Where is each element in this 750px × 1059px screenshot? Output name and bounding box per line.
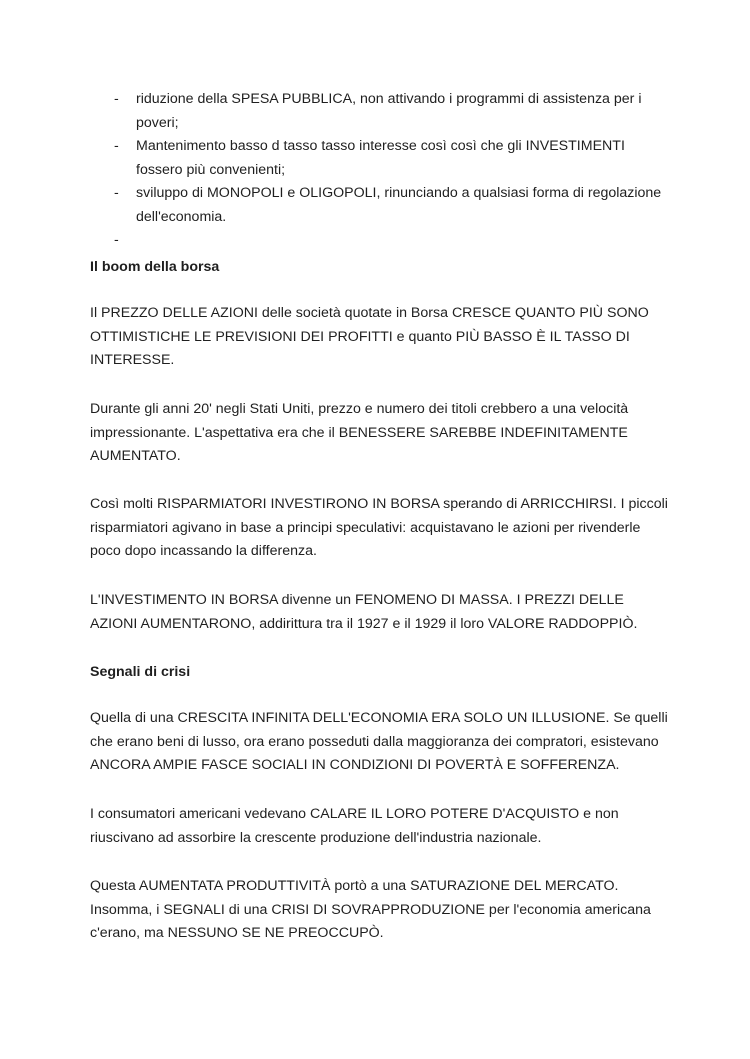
list-item xyxy=(90,182,670,229)
list-item xyxy=(90,135,670,182)
list-item-text: sviluppo di MONOPOLI e OLIGOPOLI, rinunciando a qualsiasi forma di regolazione dell'economia. xyxy=(136,185,662,225)
paragraph: Quella di una CRESCITA INFINITA DELL'ECONOMIA ERA SOLO UN ILLUSIONE. Se quelli che erano beni di lusso, ora erano posseduti dalla maggioranza dei compratori, esistevano ANCORA AMPIE FASCE SOCIALI IN CONDIZIONI DI POVERTÀ E SOFFERENZA. xyxy=(90,710,668,773)
list-item-text: riduzione della SPESA PUBBLICA, non attivando i programmi di assistenza per i poveri; xyxy=(136,91,642,131)
bullet-marker: - xyxy=(114,232,119,248)
section-heading-borsa: Il boom della borsa xyxy=(90,259,220,275)
paragraph: I consumatori americani vedevano CALARE IL LORO POTERE D'ACQUISTO e non riuscivano ad assorbire la crescente produzione dell'industria nazionale. xyxy=(90,806,619,846)
bullet-marker: - xyxy=(114,138,119,154)
paragraph: Il PREZZO DELLE AZIONI delle società quotate in Borsa CRESCE QUANTO PIÙ SONO OTTIMISTICHE LE PREVISIONI DEI PROFITTI e quanto PIÙ BASSO È IL TASSO DI INTERESSE. xyxy=(90,305,649,368)
paragraph: Così molti RISPARMIATORI INVESTIRONO IN BORSA sperando di ARRICCHIRSI. I piccoli risparmiatori agivano in base a principi speculativi: acquistavano le azioni per rivenderle poco dopo incassando la differenza. xyxy=(90,496,668,559)
list-item-text: Mantenimento basso d tasso tasso interesse così così che gli INVESTIMENTI fossero più convenienti; xyxy=(136,138,625,178)
list-item xyxy=(90,88,670,135)
bullet-marker: - xyxy=(114,185,119,201)
section-heading-crisi: Segnali di crisi xyxy=(90,664,191,680)
paragraph: Durante gli anni 20' negli Stati Uniti, prezzo e numero dei titoli crebbero a una velocità impressionante. L'aspettativa era che il BENESSERE SAREBBE INDEFINITAMENTE AUMENTATO. xyxy=(90,401,629,464)
paragraph: Questa AUMENTATA PRODUTTIVITÀ portò a una SATURAZIONE DEL MERCATO. Insomma, i SEGNALI di una CRISI DI SOVRAPPRODUZIONE per l'economia americana c'erano, ma NESSUNO SE NE PREOCCUPÒ. xyxy=(90,878,651,941)
bullet-list xyxy=(90,88,670,248)
bullet-marker: - xyxy=(114,91,119,107)
paragraph: L'INVESTIMENTO IN BORSA divenne un FENOMENO DI MASSA. I PREZZI DELLE AZIONI AUMENTARONO, addirittura tra il 1927 e il 1929 il loro VALORE RADDOPPIÒ. xyxy=(90,592,638,632)
